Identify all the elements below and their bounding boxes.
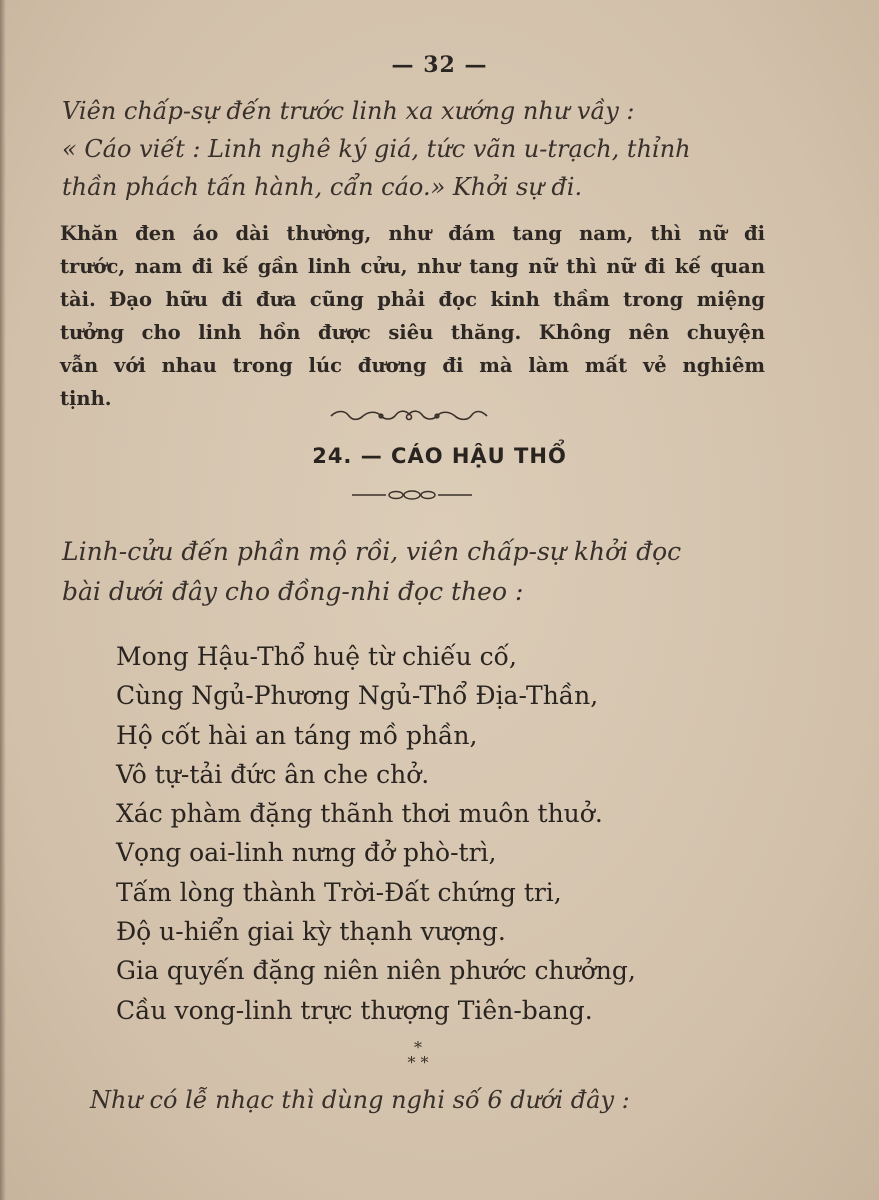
page-number: — 32 — — [391, 52, 488, 78]
instruction-line: Linh-cửu đến phần mộ rồi, viên chấp-sự khởi đọc — [62, 537, 682, 566]
body-line: Khăn đen áo dài thường, như đám tang nam, thì nữ đi — [60, 222, 765, 245]
verse-block — [116, 637, 636, 1030]
body-line: trước, nam đi kế gần linh cửu, như tang nữ thì nữ đi kế quan — [60, 255, 765, 278]
asterism-top: * — [414, 1038, 422, 1057]
intro-line: Viên chấp-sự đến trước linh xa xướng như vầy : — [62, 97, 635, 125]
body-paragraph — [60, 217, 765, 415]
page-binding-edge — [0, 0, 6, 1200]
instruction-line: bài dưới đây cho đồng-nhi đọc theo : — [62, 577, 524, 606]
verse-line: Gia quyến đặng niên niên phước chưởng, — [116, 956, 636, 986]
verse-line: Vọng oai-linh nưng đở phò-trì, — [116, 838, 497, 868]
body-line: tài. Đạo hữu đi đưa cũng phải đọc kinh thầm trong miệng — [60, 288, 765, 311]
verse-line: Xác phàm đặng thãnh thơi muôn thuở. — [116, 799, 603, 829]
flourish-divider-ornament — [329, 408, 489, 424]
body-line: vẫn với nhau trong lúc đương đi mà làm mất vẻ nghiêm — [60, 354, 765, 377]
intro-italic-block — [62, 92, 691, 206]
verse-line: Cầu vong-linh trực thượng Tiên-bang. — [116, 995, 593, 1025]
verse-line: Vô tự-tải đức ân che chở. — [116, 759, 430, 789]
asterism — [398, 1040, 438, 1070]
intro-line: « Cáo viết : Linh nghê ký giá, tức vãn u-trạch, thỉnh — [62, 135, 691, 163]
verse-line: Độ u-hiển giai kỳ thạnh vượng. — [116, 917, 506, 947]
body-line: tưởng cho linh hồn được siêu thăng. Không nên chuyện — [60, 321, 765, 344]
closing-italic-block — [90, 1081, 630, 1119]
verse-line: Cùng Ngủ-Phương Ngủ-Thổ Địa-Thần, — [116, 681, 599, 711]
verse-line: Tấm lòng thành Trời-Đất chứng tri, — [116, 877, 562, 907]
section-heading: 24. — CÁO HẬU THỔ — [312, 444, 567, 468]
instruction-italic-block — [62, 532, 681, 612]
asterism-bottom: * * — [407, 1053, 429, 1072]
body-line: tịnh. — [60, 387, 112, 410]
verse-line: Hộ cốt hài an táng mồ phần, — [116, 720, 478, 750]
heading-underline-ornament — [350, 489, 474, 501]
intro-line: thần phách tấn hành, cẩn cáo.» Khởi sự đi. — [62, 173, 583, 201]
verse-line: Mong Hậu-Thổ huệ từ chiếu cố, — [116, 642, 517, 671]
closing-line: Như có lễ nhạc thì dùng nghi số 6 dưới đây : — [90, 1086, 630, 1114]
